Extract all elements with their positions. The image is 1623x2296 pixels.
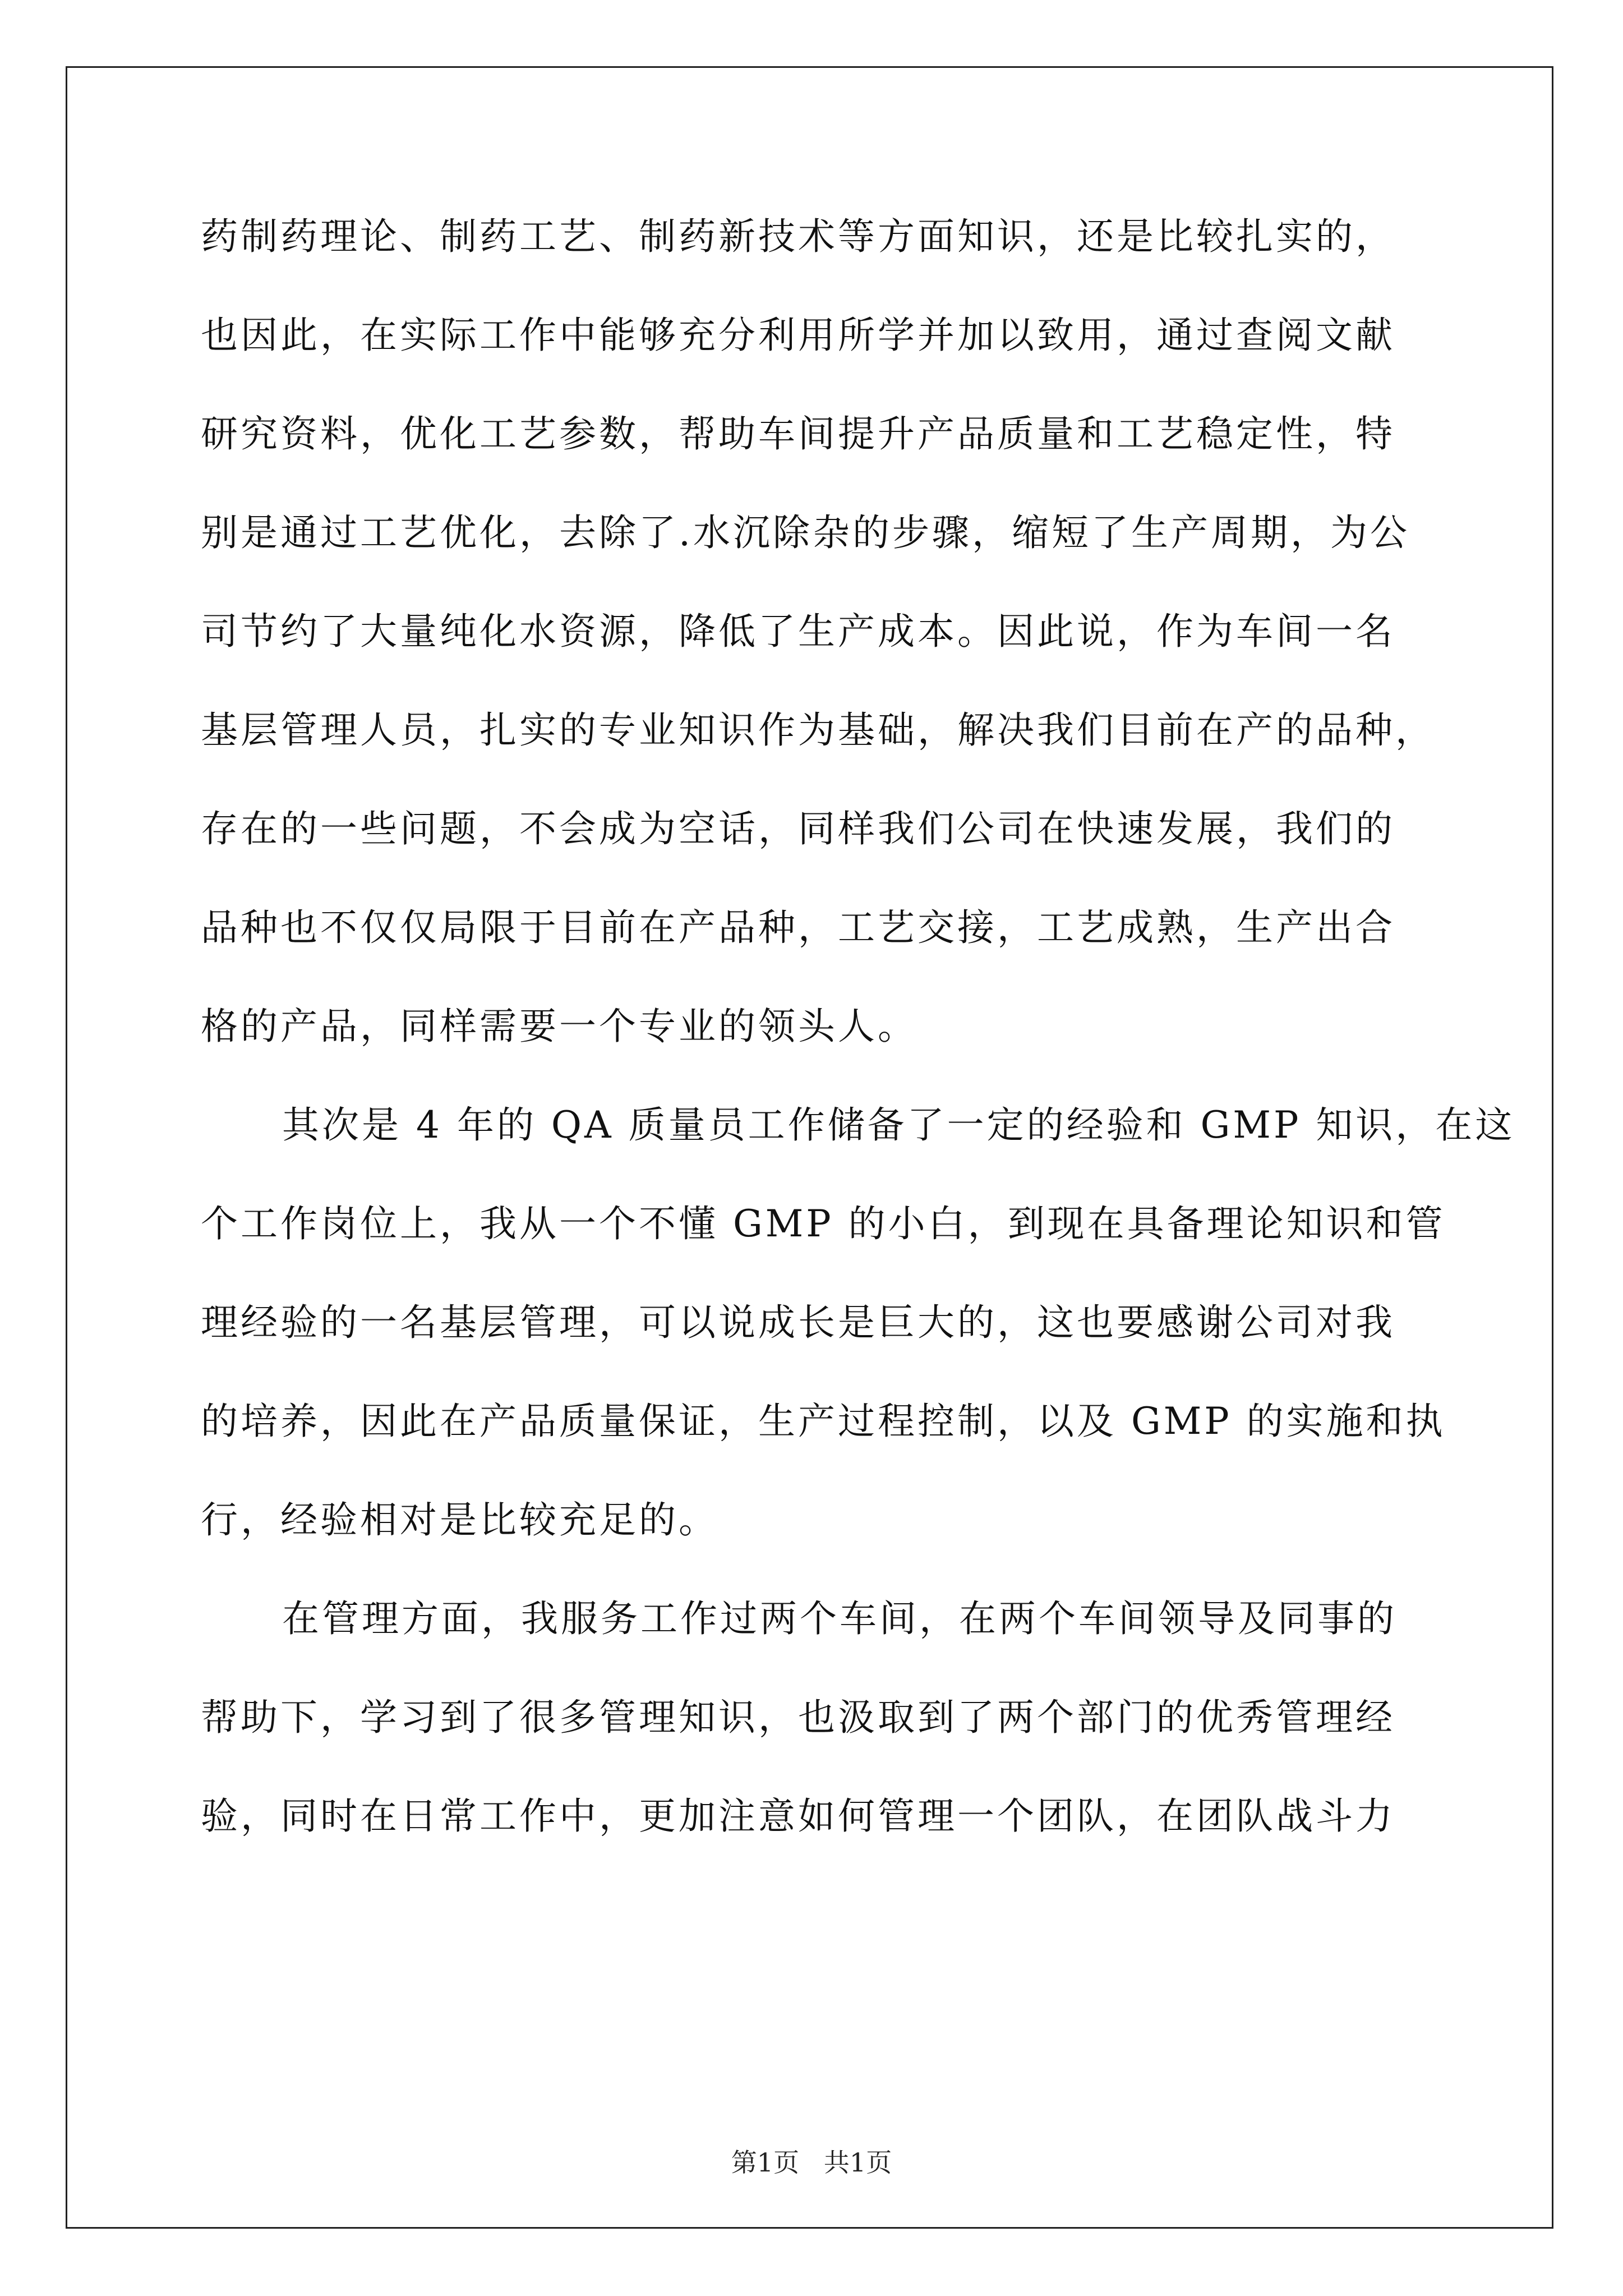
text-line: 也因此，在实际工作中能够充分利用所学并加以致用，通过查阅文献 (201, 314, 1395, 357)
text-line: 研究资料，优化工艺参数，帮助车间提升产品质量和工艺稳定性，特 (201, 412, 1395, 455)
text-line: 理经验的一名基层管理，可以说成长是巨大的，这也要感谢公司对我 (201, 1301, 1395, 1344)
text-line: 行，经验相对是比较充足的。 (201, 1498, 718, 1542)
text-line: 的培养，因此在产品质量保证，生产过程控制，以及 GMP 的实施和执 (201, 1400, 1446, 1443)
text-line: 基层管理人员，扎实的专业知识作为基础，解决我们目前在产的品种， (201, 708, 1435, 752)
page-number-footer: 第1页 共1页 (731, 2147, 892, 2178)
text-line: 个工作岗位上，我从一个不懂 GMP 的小白，到现在具备理论知识和管 (201, 1202, 1446, 1245)
text-line: 帮助下，学习到了很多管理知识，也汲取到了两个部门的优秀管理经 (201, 1696, 1395, 1739)
paragraph-first-line: 在管理方面，我服务工作过两个车间，在两个车间领导及同事的 (282, 1597, 1397, 1640)
text-line: 格的产品，同样需要一个专业的领头人。 (201, 1005, 917, 1048)
text-line: 验，同时在日常工作中，更加注意如何管理一个团队，在团队战斗力 (201, 1795, 1395, 1838)
paragraph-first-line: 其次是 4 年的 QA 质量员工作储备了一定的经验和 GMP 知识，在这 (282, 1103, 1515, 1147)
text-line: 药制药理论、制药工艺、制药新技术等方面知识，还是比较扎实的， (201, 215, 1395, 258)
text-line: 司节约了大量纯化水资源，降低了生产成本。因此说，作为车间一名 (201, 610, 1395, 653)
document-body (201, 211, 1515, 1890)
text-line: 别是通过工艺优化，去除了.水沉除杂的步骤，缩短了生产周期，为公 (201, 511, 1410, 554)
text-line: 存在的一些问题，不会成为空话，同样我们公司在快速发展，我们的 (201, 807, 1395, 850)
text-line: 品种也不仅仅局限于目前在产品种，工艺交接，工艺成熟，生产出合 (201, 906, 1395, 949)
